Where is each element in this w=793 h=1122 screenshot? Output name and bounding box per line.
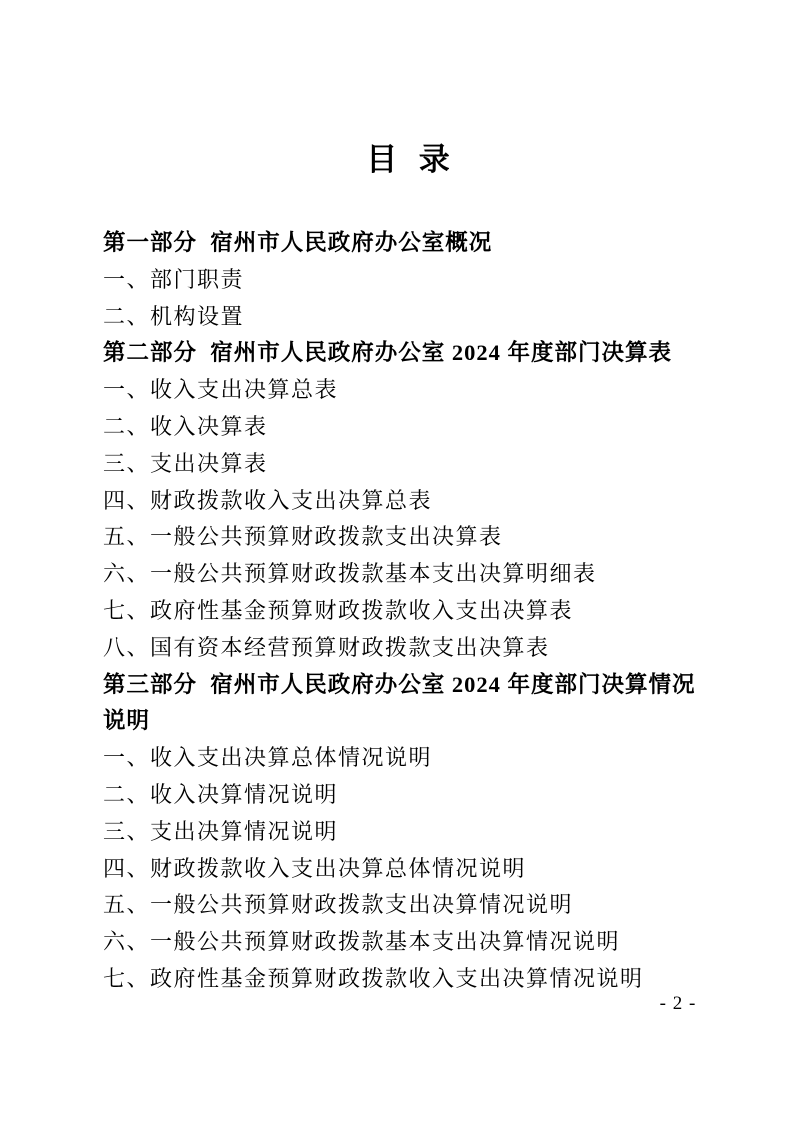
toc-item-2-5: 五、一般公共预算财政拨款支出决算表 — [103, 524, 503, 550]
page-number: - 2 - — [659, 993, 697, 1014]
toc-item-3-3: 三、支出决算情况说明 — [103, 818, 339, 844]
toc-item-2-3: 三、支出决算表 — [103, 450, 268, 476]
toc-item-3-4: 四、财政拨款收入支出决算总体情况说明 — [103, 855, 527, 881]
toc-item-2-6: 六、一般公共预算财政拨款基本支出决算明细表 — [103, 561, 597, 587]
table-of-contents — [103, 225, 723, 998]
section-3-heading-line-2: 说明 — [103, 708, 151, 734]
toc-item-2-7: 七、政府性基金预算财政拨款收入支出决算表 — [103, 597, 574, 623]
toc-item-2-4: 四、财政拨款收入支出决算总表 — [103, 487, 433, 513]
toc-item-1-1: 一、部门职责 — [103, 266, 245, 292]
toc-item-2-1: 一、收入支出决算总表 — [103, 377, 339, 403]
toc-item-3-1: 一、收入支出决算总体情况说明 — [103, 745, 433, 771]
toc-item-3-5: 五、一般公共预算财政拨款支出决算情况说明 — [103, 892, 574, 918]
section-3-heading-line-1: 第三部分 宿州市人民政府办公室 2024 年度部门决算情况 — [103, 671, 696, 697]
toc-item-2-2: 二、收入决算表 — [103, 413, 268, 439]
section-2-heading: 第二部分 宿州市人民政府办公室 2024 年度部门决算表 — [103, 340, 673, 366]
page-title: 目 录 — [366, 142, 452, 177]
toc-item-1-2: 二、机构设置 — [103, 303, 245, 329]
toc-item-3-2: 二、收入决算情况说明 — [103, 781, 339, 807]
toc-item-3-7: 七、政府性基金预算财政拨款收入支出决算情况说明 — [103, 965, 644, 991]
toc-item-3-6: 六、一般公共预算财政拨款基本支出决算情况说明 — [103, 929, 621, 955]
toc-item-2-8: 八、国有资本经营预算财政拨款支出决算表 — [103, 634, 550, 660]
section-1-heading: 第一部分 宿州市人民政府办公室概况 — [103, 230, 493, 255]
